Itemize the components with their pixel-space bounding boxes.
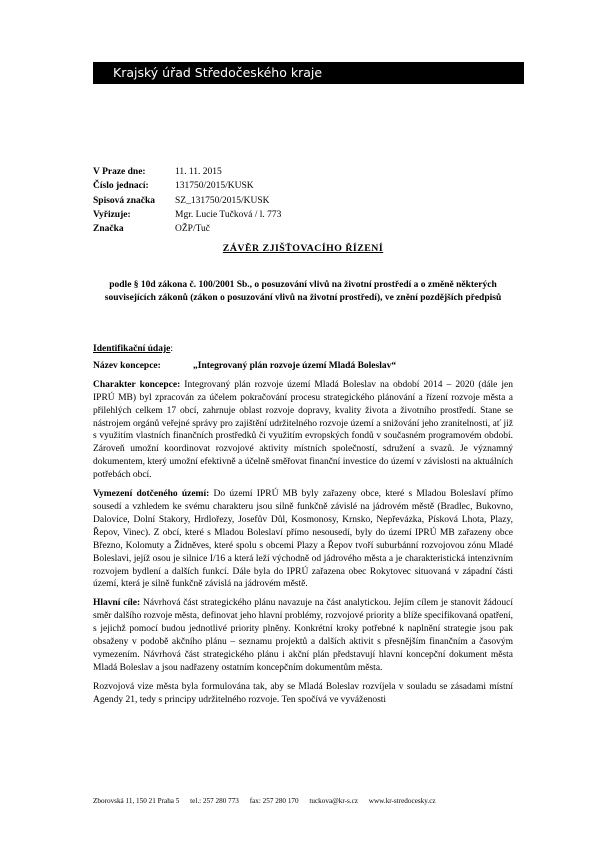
document-body: [93, 343, 513, 707]
main-goals-text: Návrhová část strategického plánu navazuje na část analytickou. Jejím cílem je stanovit žádoucí směr dalšího rozvoje města, definovat jeho hlavní problémy, rozvojové priority a blíže specifikovaná opatření, s jejichž pomocí budou jednotlivé priority plněny. Konkrétní kroky potřebné k naplnění strategie jsou pak obsaženy v podobě akčního plánu – seznamu projektů a dalších aktivit s přesnějším finančním a časovým vymezením. Návrhová část strategického plánu i akční plán představují hlavní koncepční dokument města Mladá Boleslav a jsou nadřazeny ostatním koncepčním dokumentům města.: [93, 598, 513, 673]
meta-reference-number-value: 131750/2015/KUSK: [175, 181, 254, 192]
affected-area-text: Do území IPRÚ MB byly zařazeny obce, které s Mladou Boleslaví přímo sousedí a vzhledem ke svému charakteru jsou silně funkčně závislé na jádrovém městě (Bradlec, Bukovno, Dalovice, Dolní Stakory, Hrdlořezy, Josefův Důl, Kosmonosy, Krnsko, Nepřevázka, Písková Lhota, Plazy, Řepov, Vinec). Z obcí, které s Mladou Boleslaví přímo nesousedí, byly do území IPRÚ MB zařazeny obce Březno, Kolomuty a Židněves, které spolu s obcemi Plazy a Řepov tvoří suburbánní rozvojovou zónu Mladé Boleslavi, jejíž osou je silnice I/16 a která leží východně od jádrového města a je charakteristická intenzivním rozvojem bydlení a dalších funkcí. Dále byla do IPRÚ zařazena obec Rokytovec situovaná v západní části území, která je silně funkčně závislá na jádrovém městě.: [93, 489, 514, 590]
footer-phone: tel.: 257 280 773: [190, 797, 239, 805]
concept-name-row: [93, 360, 513, 373]
meta-date: [93, 165, 281, 179]
document-title: ZÁVĚR ZJIŠŤOVACÍHO ŘÍZENÍ: [222, 243, 384, 254]
meta-mark: [93, 222, 281, 236]
header-title: Krajský úřad Středočeského kraje: [113, 65, 323, 80]
affected-area-paragraph: [93, 488, 513, 591]
meta-handled-by-label: Vyřizuje:: [93, 209, 131, 220]
footer-website-link[interactable]: www.kr-stredocesky.cz: [368, 797, 436, 805]
footer-fax: fax: 257 280 170: [249, 797, 299, 805]
meta-file-mark: [93, 194, 281, 208]
concept-name-value: „Integrovaný plán rozvoje území Mladá Boleslav“: [193, 360, 397, 371]
concept-character-label: Charakter koncepce:: [93, 379, 181, 390]
meta-file-mark-label: Spisová značka: [93, 195, 156, 206]
footer-address: Zborovská 11, 150 21 Praha 5: [93, 797, 180, 805]
concept-character-text: Integrovaný plán rozvoje území Mladá Boleslav na období 2014 – 2020 (dále jen IPRÚ MB) byl zpracován za účelem pokračování procesu strategického plánování a řízení rozvoje města a přilehlých celkem 17 obcí, zahrnuje oblast rozvoje dopravy, kvality života a životního prostředí. Stane se nástrojem orgánů veřejné správy pro zajištění udržitelného rozvoje území a snižování jeho zranitelnosti, ať již s využitím vlastních finančních prostředků či využitím evropských fondů v současném programovém období. Zároveň umožní koordinovat rozvojové aktivity místních společností, sdružení a svazů. Je významný dokumentem, který umožní efektivně a účelně směřovat finanční investice do území v závislosti na aktuálních potřebách obcí.: [93, 379, 513, 481]
identification-heading: Identifikační údaje: [93, 344, 171, 354]
meta-date-label: V Praze dne:: [93, 167, 146, 177]
footer-email-link[interactable]: tuckova@kr-s.cz: [309, 797, 358, 805]
meta-handled-by-value: Mgr. Lucie Tučková / l. 773: [175, 209, 282, 220]
main-goals-paragraph: [93, 597, 513, 674]
meta-file-mark-value: SZ_131750/2015/KUSK: [175, 195, 270, 206]
vision-paragraph: [93, 681, 513, 707]
meta-mark-value: OŽP/Tuč: [175, 224, 211, 235]
page-footer: [93, 797, 513, 805]
meta-reference-number-label: Číslo jednací:: [93, 181, 149, 192]
meta-date-value: 11. 11. 2015: [175, 167, 222, 177]
meta-handled-by: [93, 208, 281, 222]
meta-mark-label: Značka: [93, 224, 124, 235]
concept-character-paragraph: [93, 379, 513, 482]
main-goals-label: Hlavní cíle:: [93, 598, 141, 609]
concept-name-label: Název koncepce:: [93, 360, 161, 371]
document-subtitle: podle § 10d zákona č. 100/2001 Sb., o posuzování vlivů na životní prostředí a o změně některých souvisejících zákonů (zákon o posuzování vlivů na životní prostředí), ve znění pozdějších předpisů: [104, 280, 502, 304]
meta-reference-number: [93, 179, 281, 193]
identification-heading-line: [93, 343, 513, 356]
vision-text: Rozvojová vize města byla formulována tak, aby se Mladá Boleslav rozvíjela v souladu se zásadami místní Agendy 21, tedy s principy udržitelného rozvoje. Ten spočívá ve vyváženosti: [93, 681, 513, 705]
affected-area-label: Vymezení dotčeného území:: [93, 489, 210, 500]
document-metadata: [93, 165, 281, 236]
identification-heading-colon: :: [170, 344, 173, 354]
